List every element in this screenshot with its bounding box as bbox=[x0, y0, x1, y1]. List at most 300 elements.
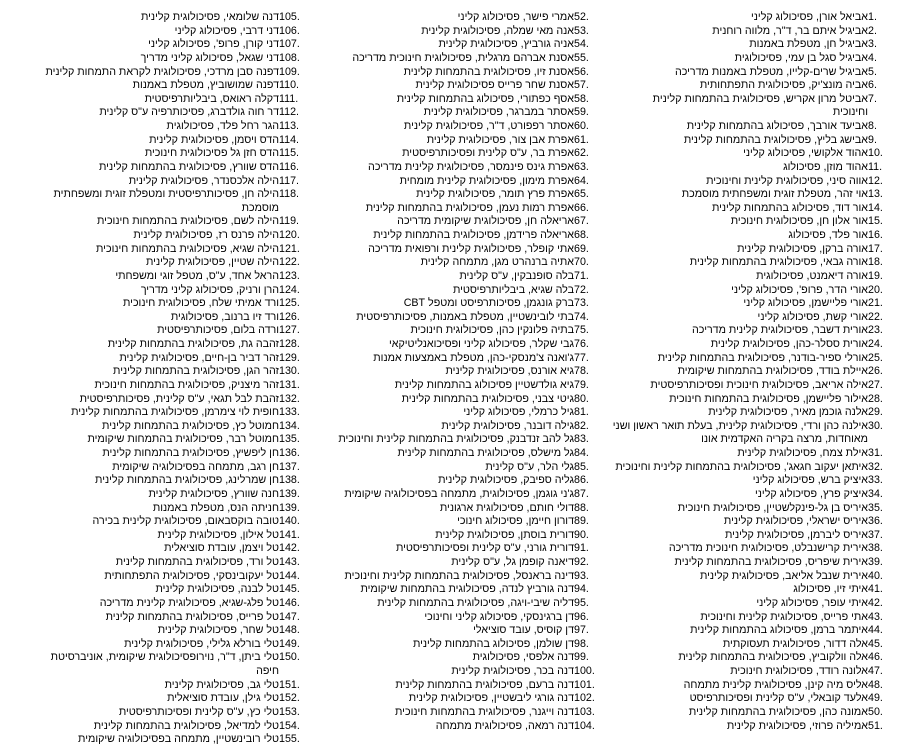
list-item-text: אוי זהר, מטפלת זוגית ומשפחתית מוסמכת bbox=[681, 188, 868, 201]
list-item-text: זהר הגן, פסיכולוגית בהתמחות קלינית bbox=[113, 365, 279, 378]
list-item bbox=[306, 202, 598, 216]
list-item-number: 64. bbox=[574, 174, 589, 187]
list-item-text: אביאל אורן, פסיכולוג קליני bbox=[751, 11, 868, 23]
list-item-text: דפנה שמושוביץ, מטפלת באמנות bbox=[132, 79, 279, 92]
list-item-number: 133. bbox=[279, 406, 300, 419]
list-item bbox=[306, 66, 598, 80]
list-item-text: בלה שגיא, ביבליותרפיסטית bbox=[452, 283, 574, 296]
list-item-text: איתי זיו, פסיכולוג bbox=[793, 583, 868, 596]
list-item bbox=[306, 11, 598, 25]
list-item-text: בלה סופנבקין, ע"ס קלינית bbox=[459, 269, 574, 282]
list-item-number: 47. bbox=[868, 665, 883, 677]
list-item-text: ורד אמיתי שלח, פסיכולוגית חינוכית bbox=[123, 297, 279, 310]
list-item-text: הילה שגיא, פסיכולוגית בהתמחות חינוכית bbox=[96, 242, 279, 255]
list-item-number: 118. bbox=[279, 188, 300, 201]
list-item bbox=[6, 243, 306, 257]
list-item-number: 79. bbox=[574, 378, 589, 391]
list-item-text: זהבת לבל תגאי, ע"ס קלינית, פסיכותרפיסטית bbox=[79, 392, 279, 405]
list-item-text: טל פרייס, פסיכולוגית בהתמחות קלינית bbox=[105, 610, 279, 623]
list-item bbox=[6, 447, 306, 461]
list-item-text: חנה שוורץ, פסיכולוגית קלינית bbox=[148, 487, 279, 500]
list-item-text: אפרת גינס פינמסר, פסיכולוגית קלינית מדריכה bbox=[368, 160, 574, 173]
list-item-number: 108. bbox=[279, 51, 300, 64]
list-item-number: 107. bbox=[279, 38, 300, 51]
list-item bbox=[6, 474, 306, 488]
list-item-number: 56. bbox=[574, 65, 589, 78]
list-item-text: טל ויצמן, עובדת סוציאלית bbox=[164, 542, 279, 555]
list-item-text: איתמר ברמן, פסיכולוג בהתמחות קלינית bbox=[690, 624, 868, 637]
list-item bbox=[306, 461, 598, 475]
list-item bbox=[608, 66, 894, 80]
list-item-number: 28. bbox=[868, 392, 883, 405]
list-item-number: 63. bbox=[574, 160, 589, 173]
list-item-number: 67. bbox=[574, 215, 589, 228]
list-item-text: אבישג בליץ, פסיכולוגית בהתמחות קלינית bbox=[683, 133, 868, 146]
list-item-number: 59. bbox=[574, 106, 589, 119]
list-item bbox=[608, 11, 894, 25]
list-item-text: הילה פרנס רז, פסיכולוגית קלינית bbox=[133, 229, 279, 241]
list-item-number: 10. bbox=[868, 147, 883, 160]
list-item bbox=[306, 161, 598, 175]
list-item bbox=[608, 79, 894, 93]
list-item bbox=[306, 352, 598, 366]
list-item-number: 111. bbox=[279, 92, 299, 105]
list-item-number: 125. bbox=[279, 297, 300, 310]
list-item bbox=[608, 134, 894, 148]
list-item bbox=[608, 243, 894, 257]
list-item bbox=[306, 311, 598, 325]
list-item bbox=[6, 461, 306, 475]
list-item-number: 62. bbox=[574, 147, 589, 160]
list-item-text: אסנת אברהם מרגלית, פסיכולוגית חינוכית מדריכה bbox=[352, 51, 574, 64]
list-item-number: 1. bbox=[868, 11, 877, 23]
list-item bbox=[6, 624, 306, 638]
list-item bbox=[6, 611, 306, 625]
list-item-text: אפרת בר, ע"ס קלינית ופסיכותרפיסטית bbox=[402, 147, 574, 160]
list-item bbox=[608, 297, 894, 311]
list-column-1 bbox=[608, 11, 894, 733]
list-item-number: 96. bbox=[574, 610, 589, 623]
list-item-number: 43. bbox=[868, 610, 883, 623]
list-item-text: אביה מונצ'יק, פסיכולוגית התפתחותית bbox=[699, 79, 868, 92]
list-item bbox=[306, 433, 598, 447]
list-item bbox=[306, 324, 598, 338]
list-item-number: 29. bbox=[868, 406, 883, 419]
list-item-number: 46. bbox=[868, 651, 883, 664]
list-item-number: 87. bbox=[574, 487, 589, 500]
list-item bbox=[6, 529, 306, 543]
list-item-text: דפנה סבן מרדכי, פסיכולוגית לקראת התמחות קלינית bbox=[45, 65, 279, 78]
list-item bbox=[306, 188, 598, 202]
list-item-number: 127. bbox=[279, 324, 300, 337]
list-item-number: 116. bbox=[279, 160, 300, 173]
list-item-number: 9. bbox=[868, 133, 877, 146]
list-item-text: הילה אלכסנדר, פסיכולוגית קלינית bbox=[128, 174, 279, 187]
list-item bbox=[306, 556, 598, 570]
list-item-text: טלי בורלא גלילי, פסיכולוגית קלינית bbox=[124, 637, 279, 650]
list-item-number: 71. bbox=[574, 269, 589, 282]
list-item bbox=[608, 692, 894, 706]
list-item bbox=[608, 147, 894, 161]
list-item-text: הילה לשם, פסיכולוגית בהתמחות חינוכית bbox=[97, 215, 279, 228]
list-item bbox=[6, 147, 306, 161]
list-item-number: 24. bbox=[868, 338, 883, 350]
list-item bbox=[6, 433, 306, 447]
list-item bbox=[6, 502, 306, 516]
list-item-number: 88. bbox=[574, 501, 589, 514]
list-item-number: 83. bbox=[574, 433, 589, 446]
list-item bbox=[608, 270, 894, 284]
list-item-number: 4. bbox=[868, 51, 877, 64]
list-item bbox=[608, 120, 894, 134]
list-item bbox=[306, 706, 598, 720]
list-item bbox=[608, 597, 894, 611]
list-item-text: זהר דביר בן-חיים, פסיכולוגית קלינית bbox=[119, 351, 279, 364]
list-item-number: 117. bbox=[279, 174, 300, 187]
list-item-text: אורלי ספיר-בודנר, פסיכולוגית בהתמחות קלינית bbox=[657, 351, 868, 364]
list-item-continuation bbox=[6, 665, 306, 679]
list-item-text: טלי למדיאל, פסיכולוגית בהתמחות קלינית bbox=[93, 719, 279, 732]
list-item bbox=[6, 25, 306, 39]
list-item-number: 75. bbox=[574, 324, 589, 337]
list-item-text: דורית בוסתן, פסיכולוגית קלינית bbox=[435, 528, 574, 541]
list-item-text: ג'ואנה צ'מנסקי-כהן, מטפלת באמצעות אמנות bbox=[373, 351, 574, 364]
list-item bbox=[608, 284, 894, 298]
list-item bbox=[608, 52, 894, 66]
list-item-number: 23. bbox=[868, 324, 883, 337]
list-item-number: 122. bbox=[279, 256, 300, 269]
list-item-text: אורי פליישמן, פסיכולוג קליני bbox=[743, 297, 868, 310]
list-item-number: 5. bbox=[868, 65, 877, 78]
list-item bbox=[6, 570, 306, 584]
list-item-number: 35. bbox=[868, 501, 883, 514]
list-item-number: 81. bbox=[574, 406, 589, 419]
list-item-text: גליה ספיבק, פסיכולוגית קלינית bbox=[438, 474, 574, 487]
list-item-text: אתי קופלר, פסיכולוגית קלינית ורפואית מדריכה bbox=[368, 242, 574, 255]
list-item bbox=[306, 93, 598, 107]
list-item-number: 97. bbox=[574, 624, 589, 637]
list-item-number: 99. bbox=[574, 651, 589, 664]
list-item-text: דורון חיימן, פסיכולוג חינוכי bbox=[457, 515, 574, 528]
list-item bbox=[6, 66, 306, 80]
list-item bbox=[306, 611, 598, 625]
list-item-text: טלי גילן, עובדת סוציאלית bbox=[167, 692, 279, 705]
list-item-number: 151. bbox=[279, 678, 300, 691]
list-item-number: 54. bbox=[574, 38, 589, 51]
list-item-text: טל אילון, פסיכולוגית קלינית bbox=[157, 528, 279, 541]
list-item bbox=[608, 161, 894, 175]
list-item-text: איתאן יעקוב חגאג', פסיכולוגית בהתמחות קלינית וחינוכית bbox=[615, 460, 868, 473]
list-item-text: דן קוסיס, עובד סוציאלי bbox=[473, 624, 574, 637]
list-item bbox=[6, 79, 306, 93]
list-item-number: 90. bbox=[574, 528, 589, 541]
list-item bbox=[306, 393, 598, 407]
list-item bbox=[6, 488, 306, 502]
list-item bbox=[6, 11, 306, 25]
list-item bbox=[306, 25, 598, 39]
list-item-text: אליס מיה קינן, פסיכולוגית קלינית מתמחה bbox=[683, 678, 868, 691]
list-item-text: דן שולמן, פסיכולוג בהתמחות קלינית bbox=[412, 637, 574, 650]
list-item bbox=[608, 461, 894, 475]
list-item-number: 27. bbox=[868, 378, 883, 391]
list-item bbox=[608, 611, 894, 625]
list-item bbox=[608, 570, 894, 584]
list-item-text: הדס חזן גל פסיכולוגית חינוכית bbox=[144, 147, 279, 160]
list-item bbox=[306, 365, 598, 379]
list-item-text: דנה גורגי ליבשטיין, פסיכולוגית קלינית bbox=[408, 692, 574, 705]
list-item-text: גבי שקלר, פסיכולוג קליני ופסיכואנליטיקאי bbox=[388, 338, 574, 350]
list-item-number: 49. bbox=[868, 692, 883, 705]
list-item-text: דר חוה גולדברג, פסיכותרפיה ע"ס קלינית bbox=[99, 106, 279, 119]
list-item-text: הילה חן, פסיכותרפיסטית ומטפלת זוגית ומשפחתית bbox=[53, 188, 279, 201]
list-item-text: איריס בן גל-פינקלשטיין, פסיכולוגית חינוכית bbox=[677, 501, 868, 514]
list-item-text: דליה שיבי-ויגה, פסיכולוגית בהתמחות קלינית bbox=[377, 596, 574, 609]
list-item-text: אפרת פרץ תומר, פסיכולוגית קלינית bbox=[416, 188, 574, 201]
list-item-number: 21. bbox=[868, 297, 883, 310]
list-item-number: 70. bbox=[574, 256, 589, 269]
list-item-number: 135. bbox=[279, 433, 300, 446]
list-item-number: 128. bbox=[279, 338, 300, 350]
list-item bbox=[608, 447, 894, 461]
list-item-text: חיפה bbox=[256, 665, 279, 677]
list-item-number: 141. bbox=[279, 528, 300, 541]
list-item-text: אלה דדור, פסיכולוגית תעסוקתית bbox=[722, 637, 868, 650]
list-item bbox=[6, 651, 306, 665]
list-item bbox=[6, 134, 306, 148]
list-item-text: הגר רחל פלד, פסיכולוגית bbox=[166, 120, 279, 132]
list-item bbox=[306, 570, 598, 584]
list-item bbox=[306, 338, 598, 352]
list-item bbox=[306, 447, 598, 461]
list-item bbox=[306, 624, 598, 638]
list-item bbox=[6, 583, 306, 597]
list-item-text: טובה בוקסבאום, פסיכולוגית קלינית בכירה bbox=[92, 515, 279, 528]
list-item bbox=[306, 597, 598, 611]
list-item-number: 36. bbox=[868, 515, 883, 528]
list-item-text: אתי פרייס, פסיכולוגית קלינית וחינוכית bbox=[700, 610, 868, 623]
list-item-text: טלי כץ, ע"ס קלינית ופסיכותרפיסטית bbox=[118, 705, 279, 718]
list-item-number: 134. bbox=[279, 419, 300, 432]
list-item-text: גיל כרמלי, פסיכולוג קליני bbox=[463, 406, 574, 419]
list-item-text: איריס ליברמן, פסיכולוגית קלינית bbox=[725, 528, 868, 541]
list-item-text: חן רגב, מתמחה בפסיכולוגיה שיקומית bbox=[112, 460, 279, 473]
list-item-number: 74. bbox=[574, 310, 589, 323]
list-item-number: 82. bbox=[574, 419, 589, 432]
list-item-number: 145. bbox=[279, 583, 300, 596]
list-item-number: 39. bbox=[868, 556, 883, 568]
list-item-text: אלעד קובאלי, ע"ס קלינית ופסיכותרפיסט bbox=[689, 692, 868, 705]
list-item-number: 37. bbox=[868, 528, 883, 541]
list-item bbox=[608, 311, 894, 325]
list-column-2 bbox=[306, 11, 598, 733]
list-item-number: 51. bbox=[868, 719, 883, 732]
list-item-number: 152. bbox=[279, 692, 300, 705]
list-item-text: אריאלה חן, פסיכולוגית שיקומית מדריכה bbox=[397, 215, 574, 228]
list-item-text: אמרי פישר, פסיכולוג קליני bbox=[457, 11, 574, 23]
list-item-text: גיא גולדשטיין פסיכולוג בהתמחות קלינית bbox=[394, 378, 574, 391]
list-item bbox=[6, 420, 306, 434]
list-item-number: 94. bbox=[574, 583, 589, 596]
list-item-text: טל יעקובינסקי, פסיכולוגית התפתחותית bbox=[104, 569, 279, 582]
list-item bbox=[306, 651, 598, 665]
list-item-number: 57. bbox=[574, 79, 589, 92]
list-item bbox=[306, 529, 598, 543]
list-item-text: דולי חותם, פסיכולוגית ארגונית bbox=[439, 501, 574, 514]
list-item-number: 44. bbox=[868, 624, 883, 637]
list-item-number: 32. bbox=[868, 460, 883, 473]
list-item-number: 53. bbox=[574, 24, 589, 37]
list-item bbox=[608, 215, 894, 229]
list-item-text: דקלה ראואס, ביבליותרפיסטית bbox=[144, 92, 279, 105]
list-item-number: 58. bbox=[574, 92, 589, 105]
list-item bbox=[6, 93, 306, 107]
list-item-text: אווה סיני, פסיכולוגית קלינית וחינוכית bbox=[706, 174, 868, 187]
list-item-number: 150. bbox=[279, 651, 300, 664]
list-item-number: 137. bbox=[279, 460, 300, 473]
list-item bbox=[6, 324, 306, 338]
list-item bbox=[608, 338, 894, 352]
list-item bbox=[608, 488, 894, 502]
list-item-number: 14. bbox=[868, 201, 883, 214]
list-item-number: 13. bbox=[868, 188, 883, 201]
list-item bbox=[6, 692, 306, 706]
list-item-text: אהוד מוזן, פסיכולוג bbox=[783, 160, 868, 173]
list-item bbox=[6, 270, 306, 284]
list-item bbox=[6, 311, 306, 325]
list-item-text: בתיה פלונקין כהן, פסיכולוגית חינוכית bbox=[410, 324, 574, 337]
list-item-number: 86. bbox=[574, 474, 589, 487]
list-item-number: 45. bbox=[868, 637, 883, 650]
list-item-continuation bbox=[608, 106, 894, 120]
list-item-number: 104. bbox=[574, 719, 595, 732]
list-item bbox=[608, 502, 894, 516]
list-item bbox=[608, 420, 894, 434]
list-item bbox=[6, 256, 306, 270]
list-item-number: 126. bbox=[279, 310, 300, 323]
list-item-text: חניתה הנס, מטפלת באמנות bbox=[152, 501, 279, 514]
list-item bbox=[306, 665, 598, 679]
list-item-number: 72. bbox=[574, 283, 589, 296]
list-item bbox=[608, 515, 894, 529]
list-item bbox=[6, 638, 306, 652]
list-item-number: 84. bbox=[574, 447, 589, 459]
list-item-text: טל לבנה, פסיכולוגית קלינית bbox=[155, 583, 279, 596]
list-item-text: ג'ני גוגמן, פסיכולוגית, מתמחה בפסיכולוגיה שיקומית bbox=[344, 487, 574, 500]
list-item bbox=[608, 474, 894, 488]
list-item-text: אתיה ברנהרט מגן, מתמחה קלינית bbox=[420, 256, 574, 269]
list-item-text: גל מישלס, פסיכולוגית בהתמחות קלינית bbox=[397, 447, 574, 459]
list-item-text: הראל אחד, ע"ס, מטפל זוגי ומשפחתי bbox=[115, 269, 279, 282]
list-item bbox=[306, 147, 598, 161]
list-item-number: 52. bbox=[574, 11, 589, 23]
list-item-number: 154. bbox=[279, 719, 300, 732]
list-item bbox=[6, 679, 306, 693]
list-item bbox=[6, 215, 306, 229]
list-item-number: 147. bbox=[279, 610, 300, 623]
list-item-text: אפרת אבן צור, פסיכולוגית קלינית bbox=[426, 133, 574, 146]
list-item bbox=[608, 38, 894, 52]
list-item-number: 140. bbox=[279, 515, 300, 528]
list-item-number: 73. bbox=[574, 297, 589, 310]
list-item-text: אניה גורביץ, פסיכולוגית קלינית bbox=[438, 38, 574, 51]
list-item bbox=[608, 256, 894, 270]
list-item-number: 66. bbox=[574, 201, 589, 214]
list-item bbox=[6, 352, 306, 366]
list-item-text: אירית שיפריס, פסיכולוגית בהתמחות קלינית bbox=[674, 556, 868, 568]
list-item-number: 50. bbox=[868, 705, 883, 718]
list-item bbox=[608, 651, 894, 665]
list-item-continuation bbox=[6, 202, 306, 216]
list-item bbox=[6, 379, 306, 393]
list-item-text: אורית ססלר-כהן, פסיכולוגית קלינית bbox=[710, 338, 868, 350]
list-item-text: אורה ברקן, פסיכולוגית קלינית bbox=[737, 242, 868, 255]
list-item-text: אביגיל איתם בר, ד"ר, מלווה רוחנית bbox=[712, 24, 868, 37]
list-item bbox=[306, 52, 598, 66]
list-item-number: 77. bbox=[574, 351, 589, 364]
list-item-number: 11. bbox=[868, 160, 883, 173]
list-item bbox=[306, 270, 598, 284]
list-item-text: אביגיל סגל בן עמי, פסיכולוגית bbox=[734, 51, 868, 64]
list-item bbox=[6, 106, 306, 120]
list-item bbox=[608, 720, 894, 734]
list-item-text: אמיליה פרוזי, פסיכולוגית קלינית bbox=[726, 719, 868, 732]
list-item bbox=[6, 542, 306, 556]
list-item-continuation bbox=[608, 433, 894, 447]
list-item-number: 89. bbox=[574, 515, 589, 528]
list-item bbox=[6, 284, 306, 298]
list-item-text: אביטל מרון אקריש, פסיכולוגית בהתמחות קלינית bbox=[652, 92, 868, 105]
list-item bbox=[6, 720, 306, 734]
list-item bbox=[306, 638, 598, 652]
list-item-text: דנה אלפסי, פסיכולוגית bbox=[472, 651, 574, 664]
list-item bbox=[306, 243, 598, 257]
list-item-number: 146. bbox=[279, 596, 300, 609]
list-item-number: 149. bbox=[279, 637, 300, 650]
list-item-text: חמוטל כץ, פסיכולוגית בהתמחות קלינית bbox=[102, 419, 279, 432]
list-item-number: 22. bbox=[868, 310, 883, 323]
list-item bbox=[306, 38, 598, 52]
list-item-number: 105. bbox=[279, 11, 300, 23]
list-item bbox=[6, 733, 306, 747]
list-item-number: 113. bbox=[279, 120, 300, 132]
list-item-text: דנה וייגנר, פסיכולוגית בהתמחות חינוכית bbox=[395, 705, 574, 718]
list-item-number: 144. bbox=[279, 569, 300, 582]
list-item-text: אורי הדר, פרופ', פסיכולוג קליני bbox=[731, 283, 868, 296]
list-item bbox=[306, 297, 598, 311]
list-item bbox=[608, 229, 894, 243]
list-item-number: 12. bbox=[868, 174, 883, 187]
list-item-text: דנה גורביץ לנדה, פסיכולוגית בהתמחות שיקומית bbox=[360, 583, 574, 596]
list-item bbox=[608, 556, 894, 570]
list-item-text: אפרת מימון, פסיכולוגית קלינית מומחית bbox=[399, 174, 574, 187]
list-item-text: אירית קרישנבלט, פסיכולוגית חינוכית מדריכה bbox=[668, 542, 868, 555]
list-item-text: איציק פרץ, פסיכולוג קליני bbox=[755, 487, 868, 500]
list-item bbox=[6, 393, 306, 407]
list-item bbox=[306, 256, 598, 270]
list-item bbox=[306, 284, 598, 298]
list-item-text: הרן ורניק, פסיכולוג קליני מדריך bbox=[140, 283, 279, 296]
list-item-number: 34. bbox=[868, 487, 883, 500]
list-item-number: 7. bbox=[868, 92, 877, 105]
list-item-text: אורה דיאמנט, פסיכולוגית bbox=[756, 269, 868, 282]
list-item-number: 129. bbox=[279, 351, 300, 364]
list-item-text: טל ורד, פסיכולוגית בהתמחות קלינית bbox=[115, 556, 279, 568]
list-item bbox=[608, 624, 894, 638]
list-item bbox=[608, 638, 894, 652]
list-item-text: הדס ויסמן, פסיכולוגית קלינית bbox=[149, 133, 279, 146]
list-item-number: 40. bbox=[868, 569, 883, 582]
list-item bbox=[608, 379, 894, 393]
